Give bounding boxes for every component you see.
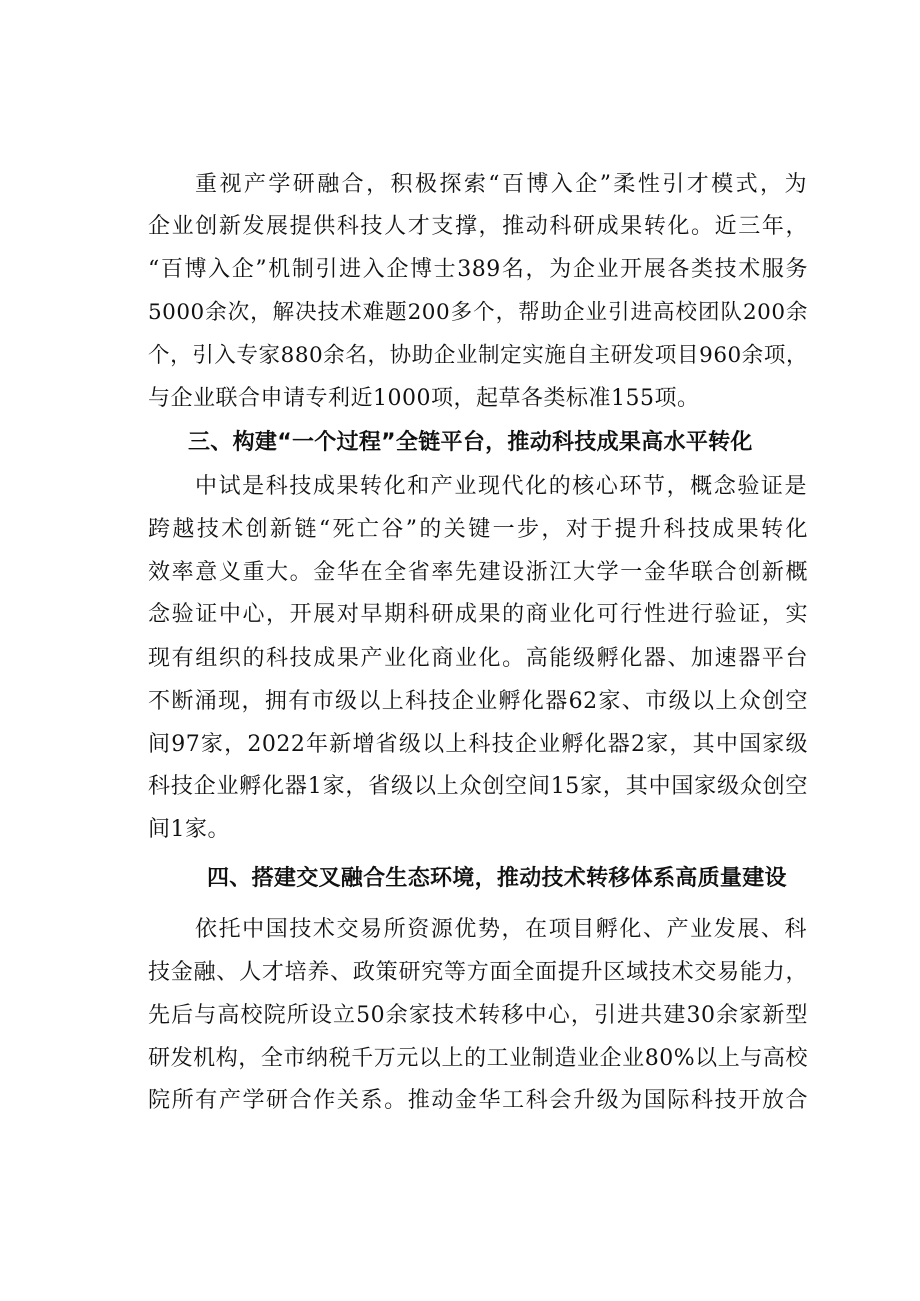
paragraph-line: 技金融、人才培养、政策研究等方面全面提升区域技术交易能力， [148, 960, 808, 985]
paragraph-line: 5000余次，解决技术难题200多个，帮助企业引进高校团队200余 [148, 300, 808, 325]
paragraph-line: 先后与高校院所设立50余家技术转移中心，引进共建30余家新型 [148, 1003, 808, 1028]
paragraph-line: “百博入企”机制引进入企博士389名，为企业开展各类技术服务 [148, 257, 808, 282]
paragraph-line: 念验证中心，开展对早期科研成果的商业化可行性进行验证，实 [148, 602, 808, 627]
paragraph-line: 院所有产学研合作关系。推动金华工科会升级为国际科技开放合 [148, 1088, 808, 1113]
paragraph-line: 企业创新发展提供科技人才支撑，推动科研成果转化。近三年， [148, 214, 808, 239]
paragraph-line: 间1家。 [148, 817, 230, 842]
paragraph-line: 重视产学研融合，积极探索“百博入企”柔性引才模式，为 [195, 172, 807, 197]
paragraph-line: 依托中国技术交易所资源优势，在项目孵化、产业发展、科 [195, 917, 807, 942]
paragraph-line: 个，引入专家880余名，协助企业制定实施自主研发项目960余项， [148, 343, 808, 368]
paragraph-line: 间97家，2022年新增省级以上科技企业孵化器2家，其中国家级 [148, 732, 808, 757]
paragraph-line: 跨越技术创新链“死亡谷”的关键一步，对于提升科技成果转化 [148, 517, 808, 542]
paragraph-line: 现有组织的科技成果产业化商业化。高能级孵化器、加速器平台 [148, 646, 808, 671]
section-heading: 四、搭建交叉融合生态环境，推动技术转移体系高质量建设 [207, 866, 787, 891]
paragraph-line: 不断涌现，拥有市级以上科技企业孵化器62家、市级以上众创空 [148, 689, 808, 714]
paragraph-line: 与企业联合申请专利近1000项，起草各类标准155项。 [148, 386, 700, 411]
paragraph-line: 研发机构，全市纳税千万元以上的工业制造业企业80%以上与高校 [148, 1046, 808, 1071]
paragraph-line: 科技企业孵化器1家，省级以上众创空间15家，其中国家级众创空 [148, 774, 808, 799]
paragraph-line: 中试是科技成果转化和产业现代化的核心环节，概念验证是 [195, 474, 807, 499]
section-heading: 三、构建“一个过程”全链平台，推动科技成果高水平转化 [188, 430, 753, 455]
paragraph-line: 效率意义重大。金华在全省率先建设浙江大学一金华联合创新概 [148, 560, 808, 585]
